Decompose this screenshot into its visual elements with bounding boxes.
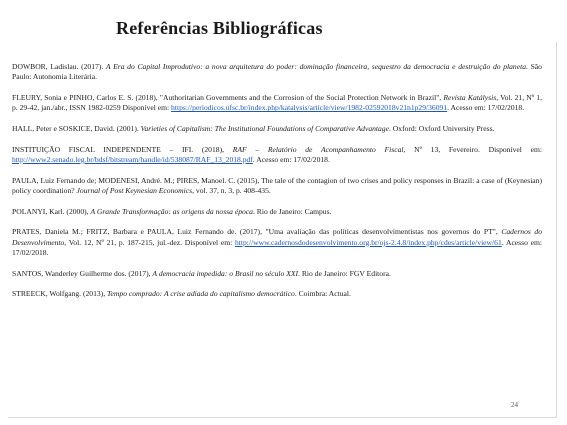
- reference-text: POLANYI, Karl. (2000),: [12, 206, 91, 216]
- reference-text: . Rio de Janeiro: FGV Editora.: [298, 268, 391, 278]
- reference-text: STREECK, Wolfgang. (2013),: [12, 289, 108, 299]
- reference-text: PAULA, Luiz Fernando de; MODENESI, André. M.; PIRES, Manoel. C. (2015), The tale of the contagion of two crises and policy responses in Brazil: a case of (Keynesian) policy coordination?: [12, 175, 542, 195]
- reference-item: [12, 145, 542, 166]
- page-number: 24: [511, 401, 518, 409]
- reference-work-title: Varieties of Capitalism: The Institutional Foundations of Comparative Advantage: [140, 124, 389, 133]
- reference-work-title: Revista Katálysis: [443, 93, 497, 102]
- reference-text: FLEURY, Sonia e PINHO, Carlos E. S. (2018), "Authoritarian Governments and the Corrosion of the Social Protection Network in Brazil",: [12, 93, 444, 102]
- reference-item: [12, 289, 542, 299]
- reference-list: [12, 62, 542, 310]
- reference-item: [12, 227, 542, 258]
- reference-link[interactable]: http://www.cadernosdodesenvolvimento.org.br/ojs-2.4.8/index.php/cdes/article/view/61: [234, 237, 502, 247]
- reference-work-title: A Grande Transformação: as origens da nossa época: [90, 206, 253, 216]
- reference-work-title: Journal of Post Keynesian Economics: [76, 186, 193, 195]
- page-title: Referências Bibliográficas: [116, 18, 323, 38]
- reference-text: , Vol. 21, Nº 1, p. 29-42, jan./abr., ISSN 1982-0259 Disponível em:: [12, 93, 542, 113]
- reference-link[interactable]: https://periodicos.ufsc.br/index.php/katalysis/article/view/1982-02592018v21n1p29/36091: [171, 103, 448, 113]
- reference-work-title: A Era do Capital Improdutivo: a nova arquitetura do poder: dominação financeira, sequestro da democracia e destruição do planeta: [105, 62, 526, 71]
- reference-item: [12, 176, 542, 197]
- reference-text: . São Paulo: Autonomia Literária.: [12, 62, 542, 82]
- reference-text: , vol. 37, n. 3, p. 408-435.: [192, 186, 271, 195]
- reference-text: . Coimbra: Actual.: [294, 289, 351, 299]
- reference-link[interactable]: http://www2.senado.leg.br/bdsf/bitstream/handle/id/538087/RAF_13_2018.pdf: [12, 155, 253, 164]
- reference-text: PRATES, Daniela M.; FRITZ, Barbara e PAULA, Luiz Fernando de. (2017), "Uma avaliação das políticas desenvolvimentistas nos governos do PT",: [12, 227, 502, 237]
- reference-item: [12, 124, 542, 134]
- reference-text: . Acesso em: 17/02/2018.: [447, 103, 525, 113]
- reference-text: . Acesso em: 17/02/2018.: [252, 155, 330, 164]
- reference-text: HALL, Peter e SOSKICE, David. (2001).: [12, 124, 141, 133]
- reference-item: [12, 269, 542, 279]
- reference-text: , Nº 13, Fevereiro. Disponível em:: [403, 144, 543, 154]
- reference-text: INSTITUIÇÃO FISCAL INDEPENDENTE – IFI. (2018),: [12, 144, 233, 154]
- reference-text: SANTOS, Wanderley Guilherme dos. (2017),: [12, 268, 153, 278]
- reference-work-title: Cadernos do Desenvolvimento: [12, 227, 542, 247]
- reference-work-title: Tempo comprado: A crise adiada do capitalismo democrático: [107, 289, 295, 299]
- reference-item: [12, 207, 542, 217]
- reference-item: [12, 93, 542, 114]
- reference-work-title: RAF – Relatório de Acompanhamento Fiscal: [232, 144, 404, 154]
- reference-text: . Oxford: Oxford University Press.: [389, 124, 495, 133]
- reference-text: DOWBOR, Ladislau. (2017).: [12, 62, 106, 71]
- reference-item: [12, 62, 542, 83]
- reference-work-title: A democracia impedida: o Brasil no século XXI: [152, 268, 299, 278]
- reference-text: , Vol. 12, Nº 21, p. 187-215, jul.-dez. Disponível em:: [64, 237, 235, 247]
- reference-text: . Acesso em: 17/02/2018.: [12, 237, 542, 257]
- reference-text: . Rio de Janeiro: Campus.: [252, 206, 332, 216]
